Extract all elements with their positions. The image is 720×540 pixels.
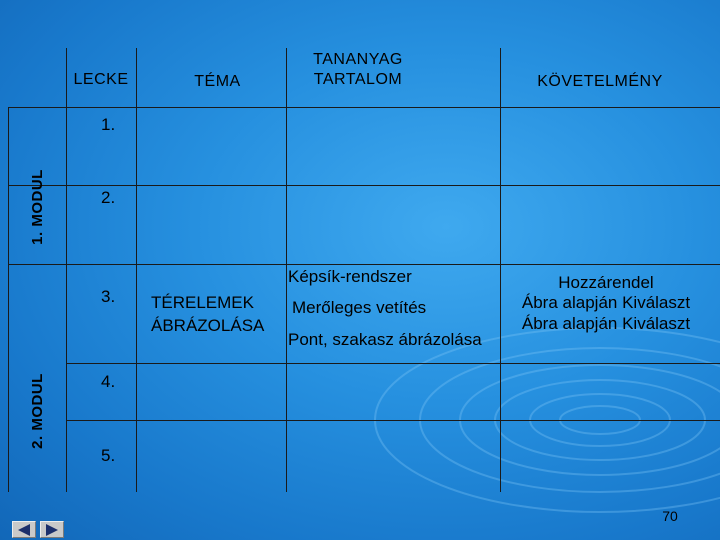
row-4-number: 4.	[101, 372, 116, 391]
grid-line-col-lecke-left	[66, 48, 67, 492]
row-3-kovetelmeny-line1: Hozzárendel	[558, 273, 654, 292]
grid-line-col-module-left	[8, 107, 9, 492]
row-5-number: 5.	[101, 446, 116, 465]
header-tema: TÉMA	[194, 73, 241, 90]
grid-line-col-tema-left	[136, 48, 137, 492]
module-2-label: 2. MODUL	[29, 373, 46, 449]
page-number: 70	[662, 508, 678, 524]
grid-line-col-kovetelmeny-left	[500, 48, 501, 492]
row-3-tartalom-line1: Képsík-rendszer	[288, 267, 412, 286]
row-3-number: 3.	[101, 287, 116, 306]
header-tananyag-line1: TANANYAG	[313, 51, 403, 68]
grid-line-row3-bottom	[66, 363, 720, 364]
triangle-left-icon	[17, 524, 31, 536]
row-3-tartalom-line2: Merőleges vetítés	[292, 298, 427, 317]
row-3-tartalom-line3: Pont, szakasz ábrázolása	[288, 330, 482, 349]
module-1-label: 1. MODUL	[29, 169, 46, 245]
triangle-right-icon	[45, 524, 59, 536]
grid-line-module1-bottom	[8, 264, 720, 265]
row-2-number: 2.	[101, 188, 116, 207]
next-slide-button[interactable]	[40, 521, 64, 538]
row-3-kovetelmeny-line2: Ábra alapján Kiválaszt	[521, 293, 691, 312]
row-3-tema-line1: TÉRELEMEK	[151, 293, 254, 312]
header-kovetelmeny: KÖVETELMÉNY	[537, 73, 663, 90]
grid-line-header-bottom	[8, 107, 720, 108]
prev-slide-button[interactable]	[12, 521, 36, 538]
row-3-tema-line2: ÁBRÁZOLÁSA	[151, 316, 265, 335]
grid-line-col-tartalom-left	[286, 48, 287, 492]
row-3-kovetelmeny-line3: Ábra alapján Kiválaszt	[521, 314, 691, 333]
header-tananyag-line2: TARTALOM	[313, 71, 403, 88]
header-lecke: LECKE	[73, 71, 129, 88]
row-1-number: 1.	[101, 115, 116, 134]
grid-line-row4-bottom	[66, 420, 720, 421]
grid-line-row1-bottom	[8, 185, 720, 186]
